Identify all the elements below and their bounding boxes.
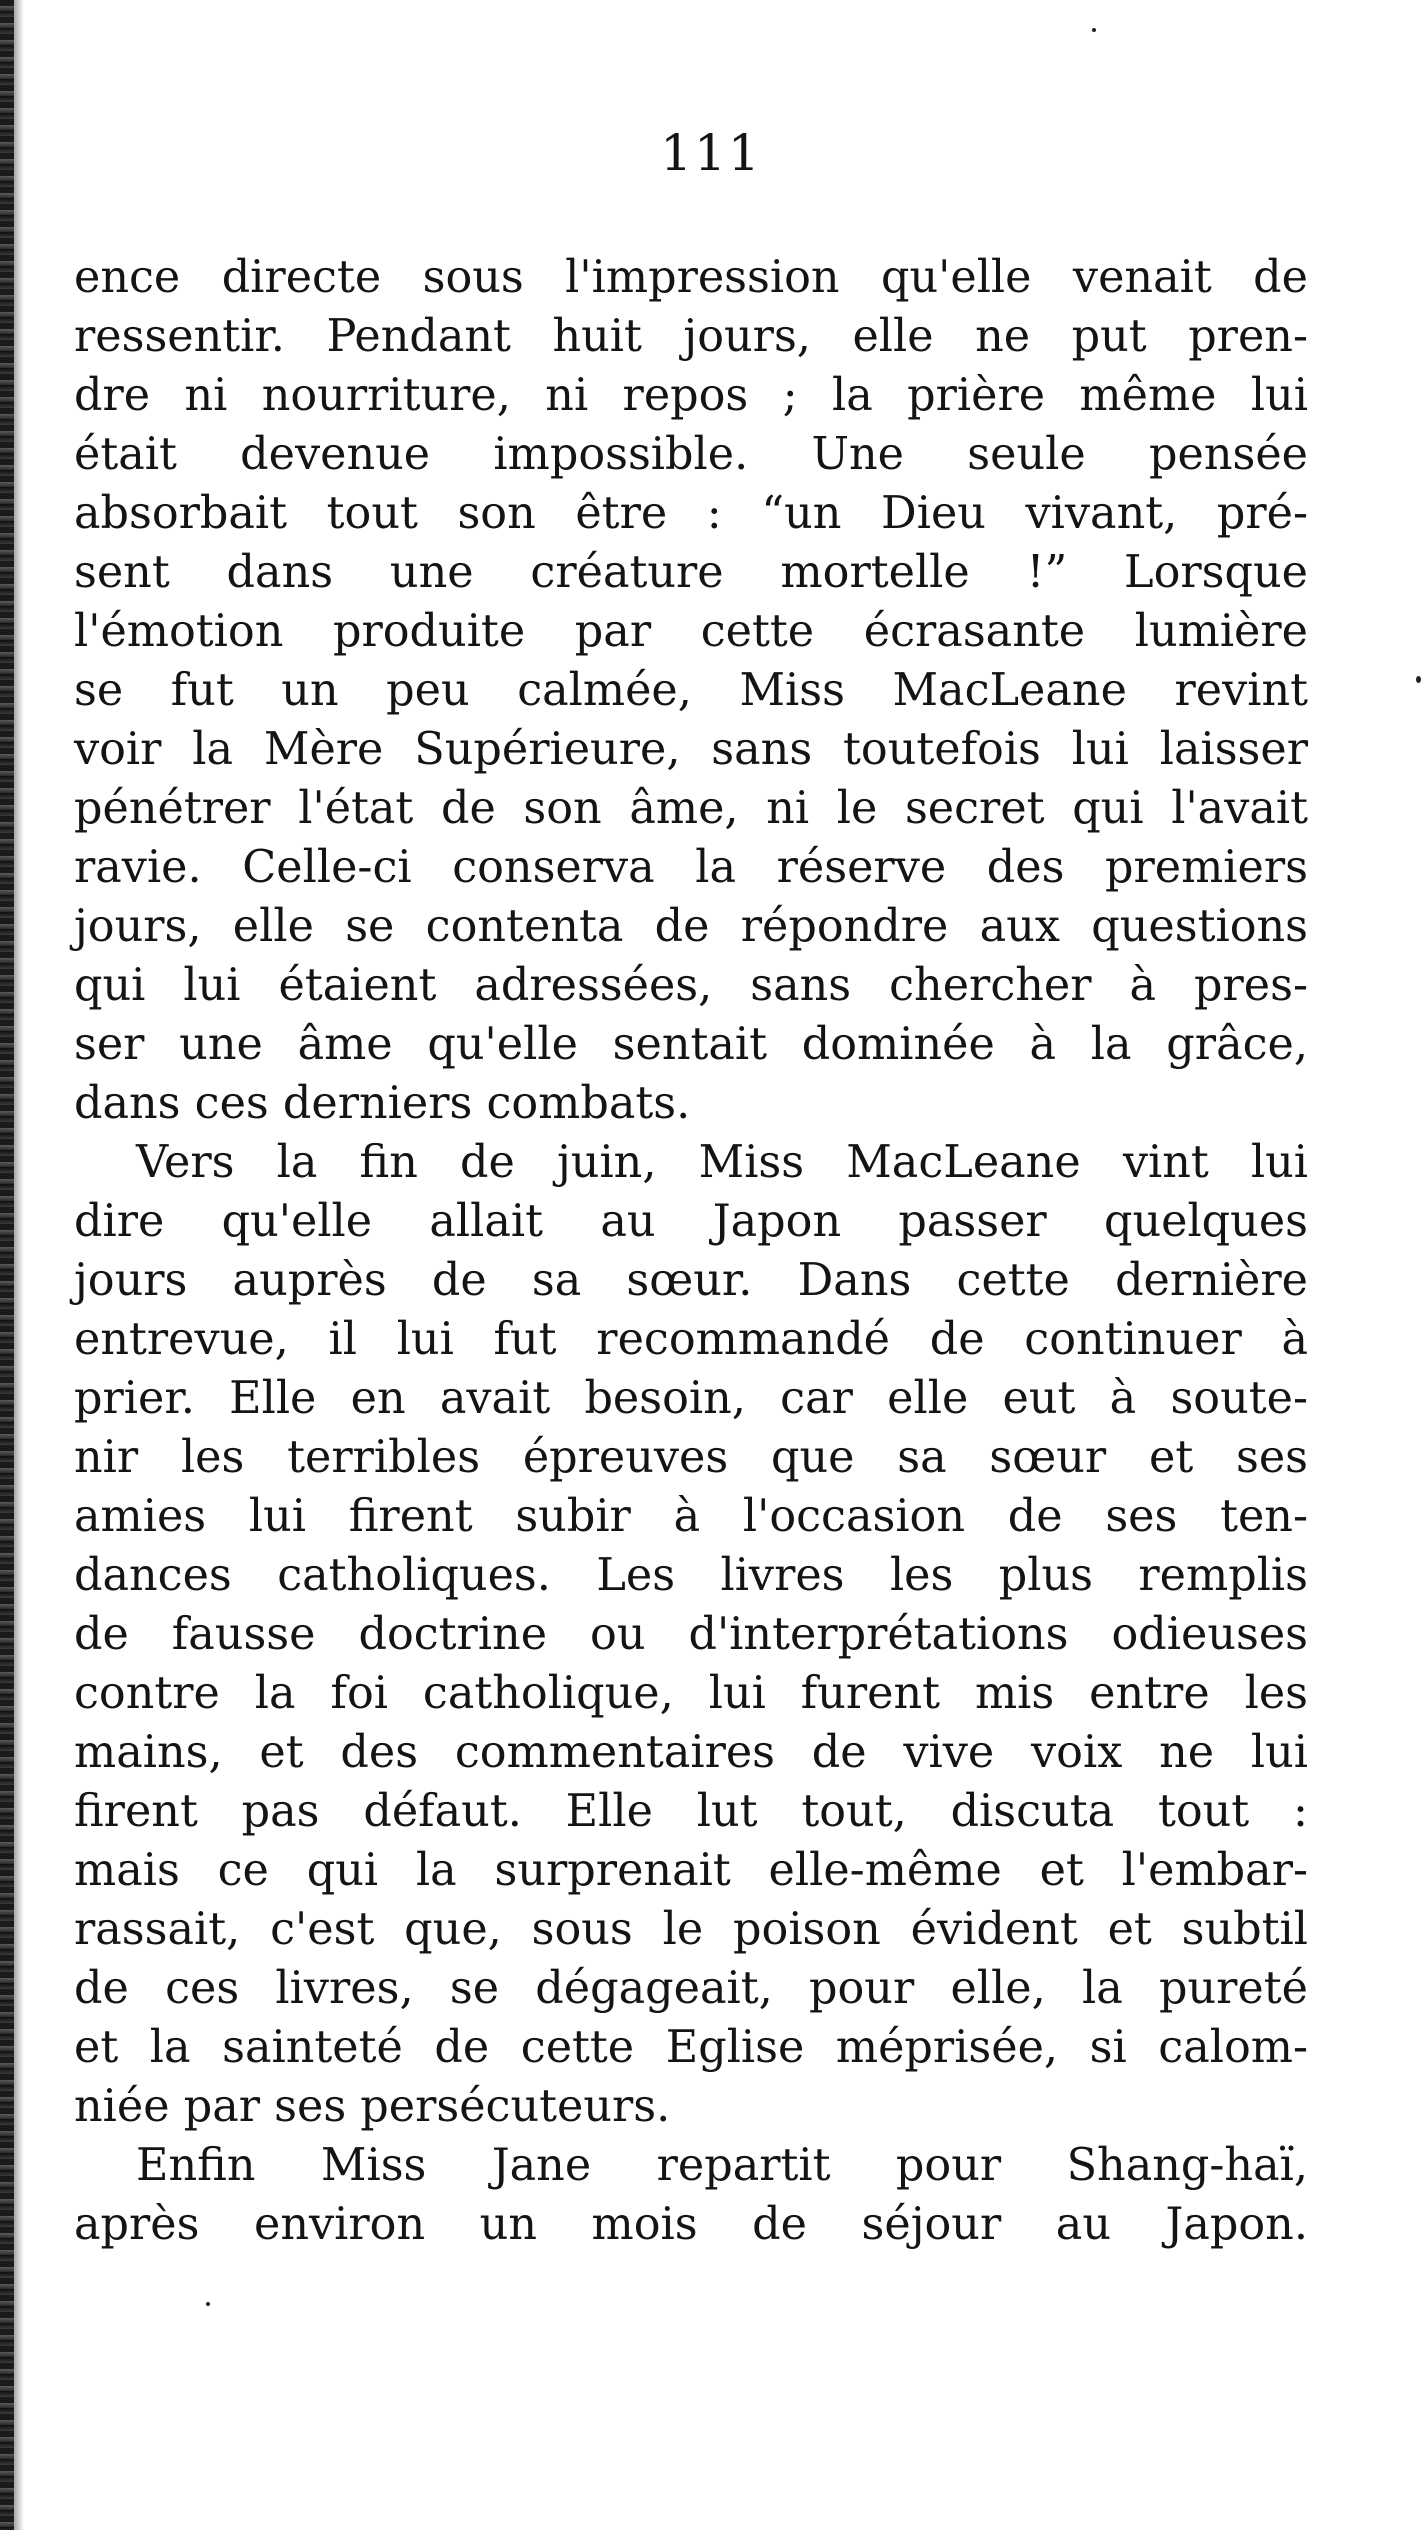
text-line: mains, et des commentaires de vive voix ne lui xyxy=(74,1727,1308,1778)
text-line: et la sainteté de cette Eglise méprisée, si calom- xyxy=(74,2022,1308,2073)
ink-speck xyxy=(1416,676,1421,683)
text-line: nir les terribles épreuves que sa sœur et ses xyxy=(74,1432,1308,1483)
text-line: dances catholiques. Les livres les plus remplis xyxy=(74,1550,1308,1601)
text-line: rassait, c'est que, sous le poison évident et subtil xyxy=(74,1904,1308,1955)
text-line: niée par ses persécuteurs. xyxy=(74,2081,671,2132)
paragraph xyxy=(74,1133,1308,2136)
text-line: prier. Elle en avait besoin, car elle eut à soute- xyxy=(74,1373,1308,1424)
text-line: ser une âme qu'elle sentait dominée à la grâce, xyxy=(74,1019,1308,1070)
text-line: était devenue impossible. Une seule pensée xyxy=(74,429,1308,480)
text-line: ence directe sous l'impression qu'elle venait de xyxy=(74,252,1308,303)
ink-speck xyxy=(1092,28,1096,32)
text-line: firent pas défaut. Elle lut tout, discuta tout : xyxy=(74,1786,1308,1837)
text-line: l'émotion produite par cette écrasante lumière xyxy=(74,606,1308,657)
paragraph xyxy=(74,2136,1308,2254)
text-line: sent dans une créature mortelle !” Lorsque xyxy=(74,547,1308,598)
text-line: mais ce qui la surprenait elle-même et l'embar- xyxy=(74,1845,1308,1896)
page-number: 111 xyxy=(660,124,762,182)
body-text xyxy=(74,248,1308,2254)
text-line: pénétrer l'état de son âme, ni le secret qui l'avait xyxy=(74,783,1308,834)
text-line: amies lui firent subir à l'occasion de ses ten- xyxy=(74,1491,1308,1542)
text-line: entrevue, il lui fut recommandé de continuer à xyxy=(74,1314,1308,1365)
text-line: absorbait tout son être : “un Dieu vivant, pré- xyxy=(74,488,1308,539)
text-line: jours, elle se contenta de répondre aux questions xyxy=(74,901,1308,952)
ink-speck xyxy=(206,2302,210,2306)
text-line: se fut un peu calmée, Miss MacLeane revint xyxy=(74,665,1308,716)
text-line: qui lui étaient adressées, sans chercher à pres- xyxy=(74,960,1308,1011)
text-line: de fausse doctrine ou d'interprétations odieuses xyxy=(74,1609,1308,1660)
text-line: ressentir. Pendant huit jours, elle ne put pren- xyxy=(74,311,1308,362)
paragraph xyxy=(74,248,1308,1133)
binding-edge xyxy=(0,0,14,2530)
text-line: de ces livres, se dégageait, pour elle, la pureté xyxy=(74,1963,1308,2014)
text-line: dre ni nourriture, ni repos ; la prière même lui xyxy=(74,370,1308,421)
text-line: après environ un mois de séjour au Japon. xyxy=(74,2199,1308,2250)
text-line: dans ces derniers combats. xyxy=(74,1078,691,1129)
text-line: Vers la fin de juin, Miss MacLeane vint lui xyxy=(136,1137,1308,1188)
text-line: Enfin Miss Jane repartit pour Shang-haï, xyxy=(136,2140,1308,2191)
text-line: dire qu'elle allait au Japon passer quelques xyxy=(74,1196,1308,1247)
text-line: ravie. Celle-ci conserva la réserve des premiers xyxy=(74,842,1308,893)
text-line: jours auprès de sa sœur. Dans cette dernière xyxy=(74,1255,1308,1306)
binding-shadow xyxy=(14,0,24,2530)
text-line: voir la Mère Supérieure, sans toutefois lui laisser xyxy=(74,724,1308,775)
text-line: contre la foi catholique, lui furent mis entre les xyxy=(74,1668,1308,1719)
